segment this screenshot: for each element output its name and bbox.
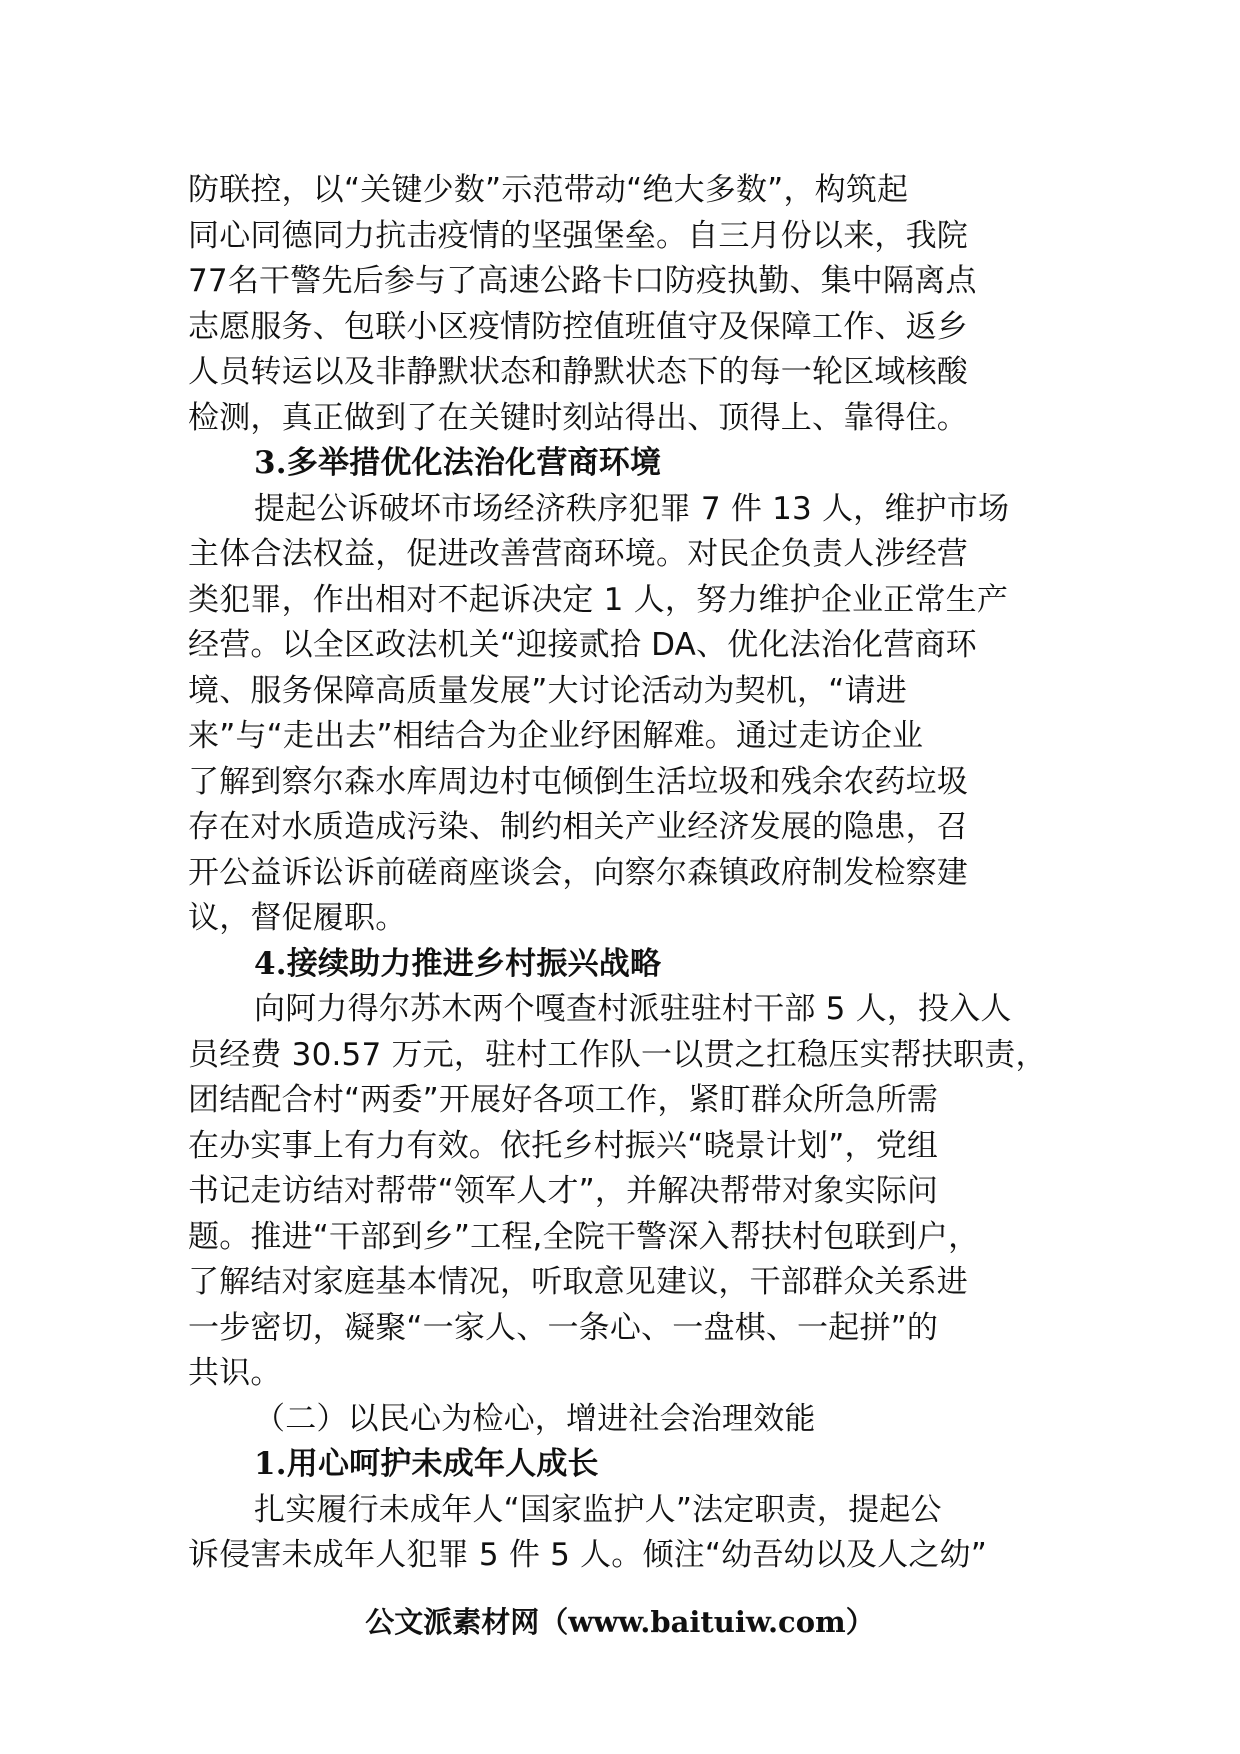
body-line: 了解到察尔森水库周边村屯倾倒生活垃圾和残余农药垃圾 (188, 763, 968, 800)
body-line: 类犯罪，作出相对不起诉决定 1 人，努力维护企业正常生产 (188, 581, 1009, 618)
body-line: 共识。 (188, 1355, 282, 1391)
body-line: 一步密切，凝聚“一家人、一条心、一盘棋、一起拼”的 (188, 1309, 939, 1346)
paragraph-first-line: 向阿力得尔苏木两个嘎查村派驻驻村干部 5 人，投入人 (254, 991, 1012, 1027)
section-heading: 4.接续助力推进乡村振兴战略 (254, 945, 662, 982)
body-line: 检测，真正做到了在关键时刻站得出、顶得上、靠得住。 (188, 399, 968, 436)
document-body (188, 168, 1058, 1579)
body-line: 来”与“走出去”相结合为企业纾困解难。通过走访企业 (188, 718, 924, 754)
section-heading: 1.用心呵护未成年人成长 (254, 1446, 599, 1482)
body-line: 境、服务保障高质量发展”大讨论活动为契机，“请进 (188, 672, 907, 709)
body-line: 同心同德同力抗击疫情的坚强堡垒。自三月份以来，我院 (188, 217, 968, 254)
body-line: 人员转运以及非静默状态和静默状态下的每一轮区域核酸 (188, 354, 968, 390)
body-line: 了解结对家庭基本情况，听取意见建议，干部群众关系进 (188, 1264, 968, 1300)
body-line: 志愿服务、包联小区疫情防控值班值守及保障工作、返乡 (188, 308, 968, 345)
body-line: 存在对水质造成污染、制约相关产业经济发展的隐患，召 (188, 809, 968, 845)
paragraph-first-line: 扎实履行未成年人“国家监护人”法定职责，提起公 (254, 1491, 942, 1528)
body-line: 题。推进“干部到乡”工程,全院干警深入帮扶村包联到户， (188, 1218, 980, 1255)
body-line: 77名干警先后参与了高速公路卡口防疫执勤、集中隔离点 (188, 263, 977, 299)
body-line: 诉侵害未成年人犯罪 5 件 5 人。倾注“幼吾幼以及人之幼” (188, 1537, 987, 1573)
subsection-heading: （二）以民心为检心，增进社会治理效能 (254, 1400, 816, 1437)
footer-watermark: 公文派素材网（www.baituiw.com） (365, 1605, 875, 1639)
body-line: 议，督促履职。 (188, 900, 407, 936)
body-line: 书记走访结对帮带“领军人才”，并解决帮带对象实际问 (188, 1173, 939, 1209)
body-line: 主体合法权益，促进改善营商环境。对民企负责人涉经营 (188, 536, 968, 572)
paragraph-first-line: 提起公诉破坏市场经济秩序犯罪 7 件 13 人，维护市场 (254, 490, 1010, 527)
body-line: 经营。以全区政法机关“迎接贰拾 DA、优化法治化营商环 (188, 627, 977, 663)
section-heading: 3.多举措优化法治化营商环境 (254, 445, 662, 481)
body-line: 在办实事上有力有效。依托乡村振兴“晓景计划”，党组 (188, 1127, 939, 1164)
body-line: 团结配合村“两委”开展好各项工作，紧盯群众所急所需 (188, 1082, 939, 1118)
body-line: 开公益诉讼诉前磋商座谈会，向察尔森镇政府制发检察建 (188, 854, 968, 891)
body-line: 员经费 30.57 万元，驻村工作队一以贯之扛稳压实帮扶职责， (188, 1036, 1047, 1073)
body-line: 防联控，以“关键少数”示范带动“绝大多数”，构筑起 (188, 172, 909, 208)
